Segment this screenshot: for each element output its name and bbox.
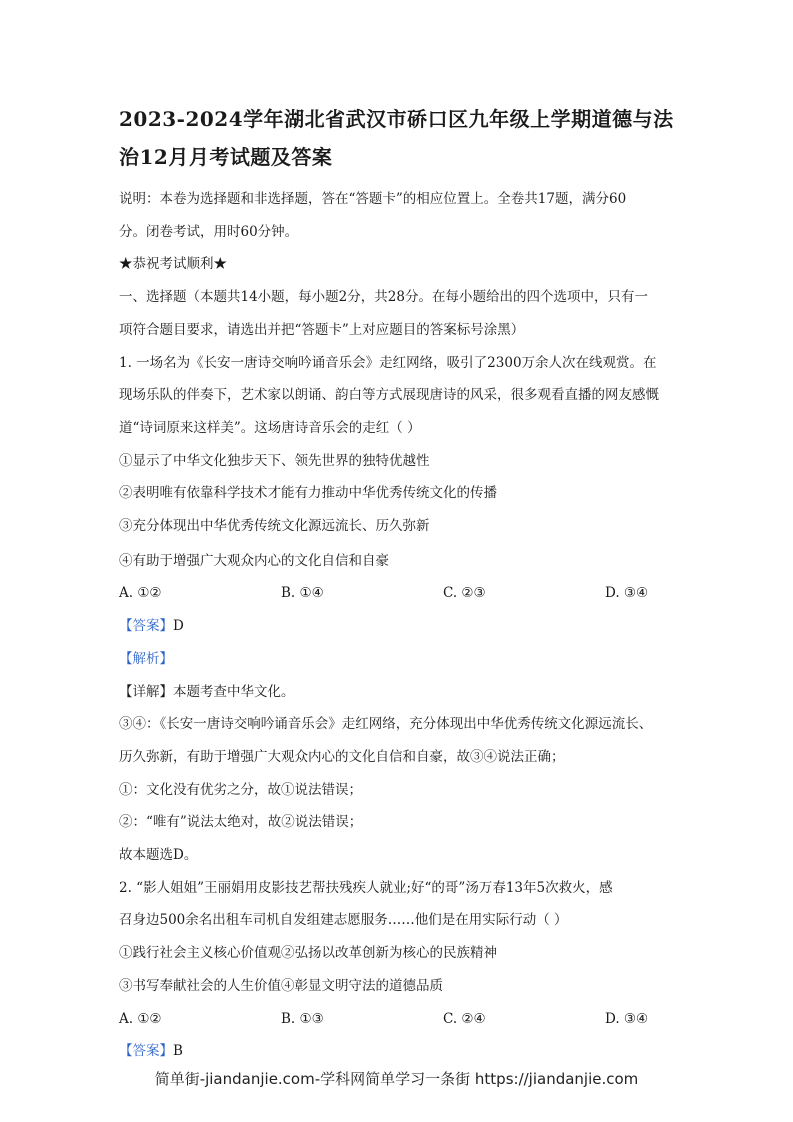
answer-value: D bbox=[173, 618, 184, 635]
option-d: D. ③④ bbox=[605, 585, 649, 602]
question-1-statement: ②表明唯有依靠科学技术才能有力推动中华优秀传统文化的传播 bbox=[119, 485, 497, 502]
explanation-line: 故本题选D。 bbox=[119, 847, 198, 864]
good-luck-line: ★恭祝考试顺利★ bbox=[119, 256, 227, 273]
option-a: A. ①② bbox=[119, 1010, 162, 1027]
question-2-options bbox=[119, 1003, 684, 1036]
question-2-stem: 召身边500余名出租车司机自发组建志愿服务……他们是在用实际行动（ ） bbox=[119, 912, 568, 929]
analysis-tag: 【解析】 bbox=[119, 650, 173, 667]
explanation-line: ①：文化没有优劣之分，故①说法错误； bbox=[119, 781, 362, 798]
question-1-stem: 1. 一场名为《长安一唐诗交响吟诵音乐会》走红网络，吸引了2300万余人次在线观赏。在 bbox=[119, 354, 657, 371]
question-2-statement: ③书写奉献社会的人生价值④彰显文明守法的道德品质 bbox=[119, 977, 443, 994]
option-c: C. ②④ bbox=[443, 1010, 486, 1027]
question-2-answer bbox=[119, 1035, 684, 1068]
detail-tag: 【详解】 bbox=[119, 683, 173, 700]
section-heading: 项符合题目要求，请选出并把“答题卡”上对应题目的答案标号涂黑） bbox=[119, 321, 525, 338]
instructions-line: 分。闭卷考试，用时60分钟。 bbox=[119, 223, 299, 240]
page-title: 2023-2024学年湖北省武汉市硚口区九年级上学期道德与法治12月月考试题及答案 bbox=[119, 107, 674, 169]
question-1-statement: ①显示了中华文化独步天下、领先世界的独特优越性 bbox=[119, 452, 430, 469]
question-2-stem: 2. “影人姐姐”王丽娟用皮影技艺帮扶残疾人就业;好“的哥”汤万春13年5次救火，感 bbox=[119, 879, 613, 896]
option-b: B. ①③ bbox=[281, 1010, 324, 1027]
answer-value: B bbox=[173, 1043, 183, 1060]
question-1-stem: 现场乐队的伴奏下，艺术家以朗诵、韵白等方式展现唐诗的风采，很多观看直播的网友感慨 bbox=[119, 387, 659, 404]
explanation-line: ②：“唯有”说法太绝对，故②说法错误； bbox=[119, 814, 363, 831]
explanation-line: ③④：《长安一唐诗交响吟诵音乐会》走红网络，充分体现出中华优秀传统文化源远流长、 bbox=[119, 716, 653, 733]
section-heading: 一、选择题（本题共14小题，每小题2分，共28分。在每小题给出的四个选项中，只有一 bbox=[119, 289, 648, 306]
question-1-options bbox=[119, 577, 684, 610]
footer-watermark: 简单街-jiandanjie.com-学科网简单学习一条街 https://jiandanjie.com bbox=[154, 1070, 639, 1088]
question-1-stem: 道“诗词原来这样美”。这场唐诗音乐会的走红（ ） bbox=[119, 419, 421, 436]
question-1-statement: ④有助于增强广大观众内心的文化自信和自豪 bbox=[119, 552, 389, 569]
question-1-statement: ③充分体现出中华优秀传统文化源远流长、历久弥新 bbox=[119, 518, 430, 535]
option-c: C. ②③ bbox=[443, 585, 486, 602]
answer-tag: 【答案】 bbox=[119, 618, 173, 635]
option-b: B. ①④ bbox=[281, 585, 324, 602]
question-1-analysis bbox=[119, 643, 684, 676]
question-1-detail bbox=[119, 676, 684, 709]
question-1-answer bbox=[119, 610, 684, 643]
explanation-line: 历久弥新，有助于增强广大观众内心的文化自信和自豪，故③④说法正确； bbox=[119, 748, 565, 765]
detail-text: 本题考查中华文化。 bbox=[173, 683, 295, 700]
document-body bbox=[119, 183, 684, 1068]
option-a: A. ①② bbox=[119, 585, 162, 602]
answer-tag: 【答案】 bbox=[119, 1043, 173, 1060]
instructions-line: 说明：本卷为选择题和非选择题，答在“答题卡”的相应位置上。全卷共17题，满分60 bbox=[119, 191, 627, 207]
question-2-statement: ①践行社会主义核心价值观②弘扬以改革创新为核心的民族精神 bbox=[119, 945, 497, 962]
option-d: D. ③④ bbox=[605, 1010, 649, 1027]
